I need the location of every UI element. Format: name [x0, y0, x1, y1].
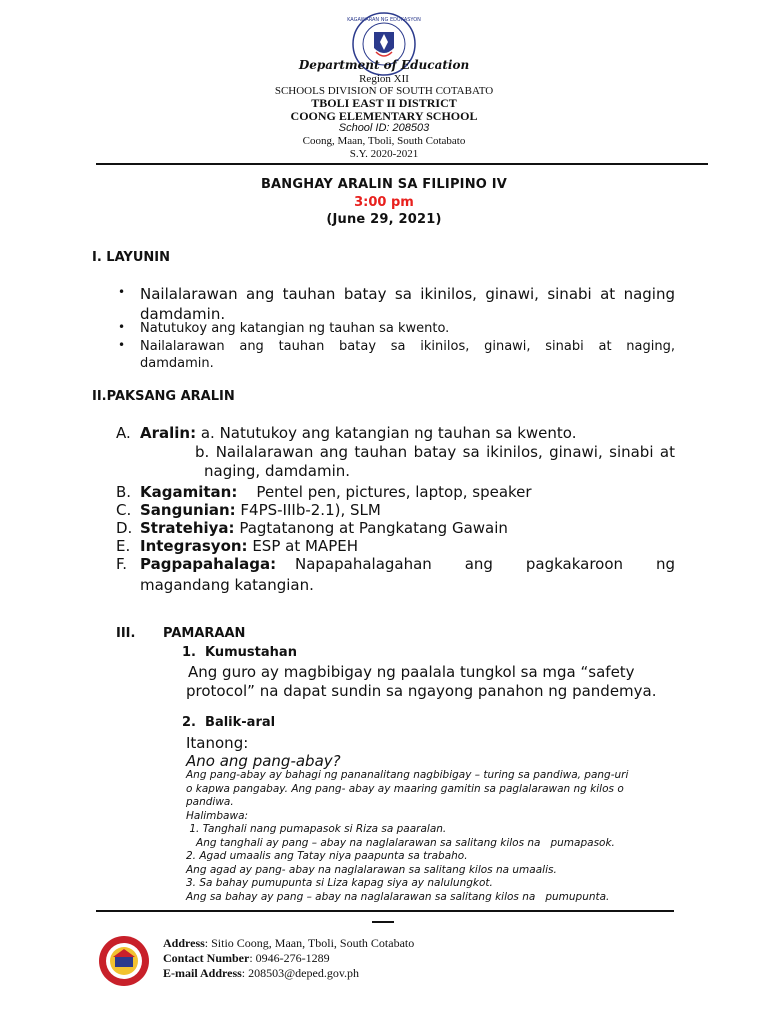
school-id: School ID: 208503: [338, 122, 430, 134]
integrasyon-text: ESP at MAPEH: [247, 537, 358, 555]
objective-3-line-1: Nailalarawan ang tauhan batay sa ikinilos, ginawi, sinabi at naging,: [140, 339, 675, 354]
paksa-a-letter: A.: [116, 424, 131, 442]
aralin-text-a: a. Natutukoy ang katangian ng tauhan sa kwento.: [196, 424, 577, 442]
school-name: COONG ELEMENTARY SCHOOL: [290, 109, 478, 123]
paksa-c-letter: C.: [116, 501, 132, 519]
department-name: Department of Education: [298, 58, 470, 72]
section-paksa-heading: II.PAKSANG ARALIN: [92, 389, 235, 404]
contact-value: : 0946-276-1289: [249, 951, 330, 965]
paksa-b: [140, 483, 532, 502]
objective-1-line-1: Nailalarawan ang tauhan batay sa ikinilos, ginawi, sinabi at naging: [140, 285, 675, 303]
address-value: : Sitio Coong, Maan, Tboli, South Cotabato: [204, 936, 415, 950]
integrasyon-label: Integrasyon:: [140, 537, 248, 555]
pang-abay-explanation: [186, 769, 678, 904]
paksa-e-letter: E.: [116, 537, 131, 555]
section-pamaraan-heading: PAMARAAN: [163, 626, 246, 641]
stratehiya-label: Stratehiya:: [140, 519, 235, 537]
footer-contact: [163, 951, 330, 966]
section-layunin-heading: I. LAYUNIN: [92, 250, 170, 265]
school-year: S.Y. 2020-2021: [349, 148, 419, 160]
school-logo-icon: [98, 935, 150, 987]
explanation-line: o kapwa pangabay. Ang pang- abay ay maaring gamitin sa paglalarawan ng kilos o: [186, 782, 624, 795]
aralin-label: Aralin:: [140, 424, 197, 442]
pamaraan-roman: III.: [116, 626, 136, 641]
division: SCHOOLS DIVISION OF SOUTH COTABATO: [274, 85, 494, 97]
contact-label: Contact Number: [163, 951, 250, 965]
region: Region XII: [359, 73, 409, 85]
lesson-time: 3:00 pm: [354, 195, 414, 210]
header-divider: [96, 163, 708, 165]
explanation-line: Ang pang-abay ay bahagi ng pananalitang nagbibigay – turing sa pandiwa, pang-uri: [186, 769, 629, 781]
paksa-b-letter: B.: [116, 483, 132, 501]
sangunian-label: Sangunian:: [140, 501, 236, 519]
paksa-e: [140, 537, 358, 556]
objective-2: Natutukoy ang katangian ng tauhan sa kwento.: [140, 321, 450, 336]
objective-3-line-2: damdamin.: [140, 356, 214, 371]
question-pang-abay: Ano ang pang-abay?: [186, 752, 341, 770]
pagpapahalaga-text: Napapahalagahan ang pagkakaroon ng: [295, 555, 675, 573]
school-address: Coong, Maan, Tboli, South Cotabato: [302, 135, 466, 147]
district: TBOLI EAST II DISTRICT: [311, 96, 457, 110]
kumustahan-text-line-1: Ang guro ay magbibigay ng paalala tungkol sa mga “safety: [188, 663, 635, 681]
aralin-text-b-line-2: naging, damdamin.: [204, 462, 351, 480]
example-line: Ang tanghali ay pang – abay na naglalarawan sa salitang kilos na pumapasok.: [186, 836, 615, 849]
lesson-title: BANGHAY ARALIN SA FILIPINO IV: [260, 177, 508, 192]
paksa-c: [140, 501, 381, 520]
address-label: Address: [163, 936, 205, 950]
aralin-text-b-line-1: b. Nailalarawan ang tauhan batay sa ikinilos, ginawi, sinabi at: [195, 443, 675, 461]
kumustahan-text-line-2: protocol” na dapat sundin sa ngayong panahon ng pandemya.: [186, 682, 657, 700]
stratehiya-text: Pagtatanong at Pangkatang Gawain: [234, 519, 508, 537]
explanation-line: pandiwa.: [186, 796, 234, 808]
example-line: 3. Sa bahay pumupunta si Liza kapag siya ay nalulungkot.: [186, 877, 493, 889]
kagamitan-text: Pentel pen, pictures, laptop, speaker: [237, 483, 532, 501]
lesson-date: (June 29, 2021): [326, 212, 442, 227]
paksa-d: [140, 519, 508, 538]
bullet-icon: •: [118, 320, 126, 334]
objective-1-line-2: damdamin.: [140, 305, 226, 323]
pagpapahalaga-text-line-2: magandang katangian.: [140, 576, 314, 594]
footer-divider-dash: [372, 921, 394, 923]
footer-address: [163, 936, 414, 951]
paksa-d-letter: D.: [116, 519, 133, 537]
footer-divider: [96, 910, 674, 912]
pagpapahalaga-label: Pagpapahalaga:: [140, 555, 277, 573]
paksa-a: [140, 424, 576, 443]
sangunian-text: F4PS-IIIb-2.1), SLM: [235, 501, 381, 519]
footer-email: [163, 966, 359, 981]
step-balik-aral: 2. Balik-aral: [182, 715, 276, 730]
email-value: : 208503@deped.gov.ph: [241, 966, 360, 980]
example-line: Ang sa bahay ay pang – abay na naglalarawan sa salitang kilos na pumupunta.: [186, 890, 610, 903]
example-line: Ang agad ay pang- abay na naglalarawan sa salitang kilos na umaalis.: [186, 863, 557, 876]
email-label: E-mail Address: [163, 966, 242, 980]
example-line: 2. Agad umaalis ang Tatay niya paapunta sa trabaho.: [186, 850, 468, 862]
seal-text: KAGAWARAN NG EDUKASYON: [347, 17, 421, 23]
step-kumustahan: 1. Kumustahan: [182, 645, 297, 660]
example-line: 1. Tanghali nang pumapasok si Riza sa paaralan.: [186, 823, 447, 835]
kagamitan-label: Kagamitan:: [140, 483, 238, 501]
paksa-f-letter: F.: [116, 555, 127, 573]
itanong-label: Itanong:: [186, 734, 249, 752]
halimbawa-label: Halimbawa:: [186, 809, 249, 822]
bullet-icon: •: [118, 285, 126, 299]
bullet-icon: •: [118, 338, 126, 352]
